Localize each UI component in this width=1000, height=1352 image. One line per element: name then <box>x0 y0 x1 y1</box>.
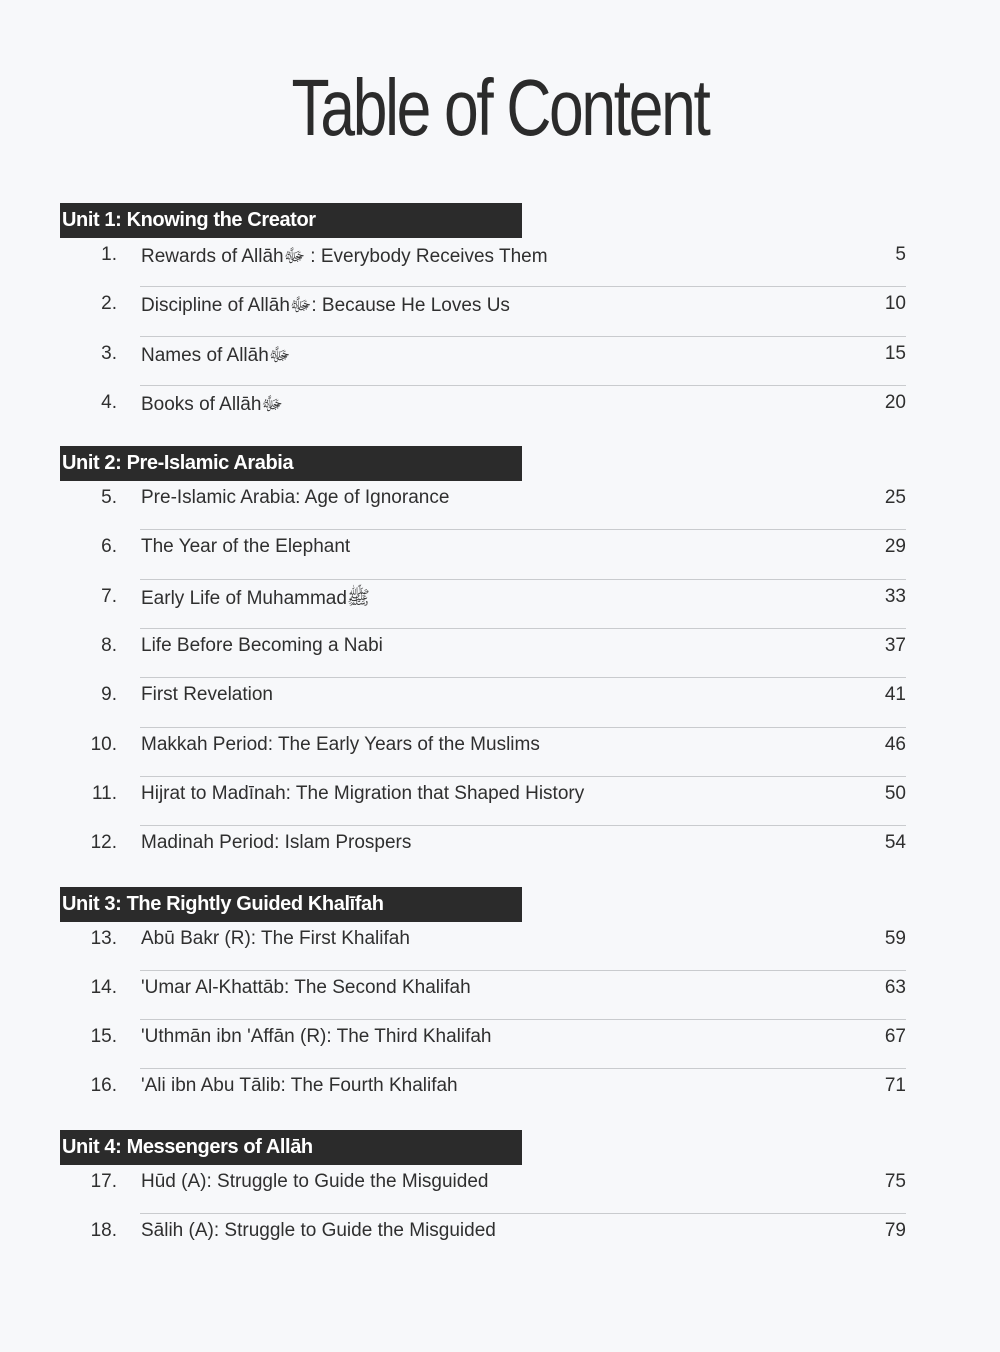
entry-page-number: 20 <box>884 391 906 413</box>
toc-entry <box>101 481 906 530</box>
entry-page-number: 79 <box>884 1220 906 1242</box>
entry-title: Rewards of Allāhﷻ : Everybody Receives Them <box>141 246 548 267</box>
toc-entry <box>101 629 906 678</box>
unit-section <box>60 887 906 1119</box>
entry-number: 8. <box>101 635 117 657</box>
entry-page-number: 25 <box>884 487 906 509</box>
entry-title: Sālih (A): Struggle to Guide the Misguided <box>141 1220 496 1242</box>
entry-number: 9. <box>101 684 117 706</box>
entry-number: 18. <box>90 1220 117 1242</box>
entry-title: 'Umar Al-Khattāb: The Second Khalifah <box>141 976 471 998</box>
unit-section <box>60 203 906 435</box>
entry-page-number: 50 <box>884 782 906 804</box>
toc-entry <box>90 826 906 875</box>
entry-title: Discipline of Allāhﷻ: Because He Loves Us <box>141 295 510 317</box>
entry-title: Abū Bakr (R): The First Khalifah <box>141 927 410 949</box>
entry-page-number: 37 <box>884 635 906 657</box>
entry-number: 6. <box>101 536 117 558</box>
entry-number: 17. <box>90 1170 117 1192</box>
toc-entry <box>101 580 906 629</box>
entry-page-number: 67 <box>884 1026 906 1048</box>
toc-entry <box>90 728 906 777</box>
toc-entry <box>101 386 906 435</box>
entry-title: 'Ali ibn Abu Tālib: The Fourth Khalifah <box>141 1075 458 1097</box>
toc-entry <box>101 530 906 579</box>
entry-page-number: 10 <box>884 293 906 315</box>
entry-number: 1. <box>101 244 117 265</box>
table-of-contents <box>60 203 906 1263</box>
entry-title: Life Before Becoming a Nabi <box>141 635 383 657</box>
entry-page-number: 46 <box>884 733 906 755</box>
unit-section <box>60 1130 906 1264</box>
page-title: Table of Content <box>291 63 709 152</box>
toc-entry <box>90 1214 906 1263</box>
unit-section <box>60 446 906 875</box>
toc-entry <box>90 1165 906 1214</box>
entry-title: Pre-Islamic Arabia: Age of Ignorance <box>141 487 450 509</box>
toc-entry <box>101 337 906 386</box>
unit-header: Unit 2: Pre-Islamic Arabia <box>60 446 522 481</box>
entry-page-number: 59 <box>884 927 906 949</box>
toc-entry <box>101 287 906 336</box>
entry-page-number: 33 <box>884 585 906 607</box>
toc-entry <box>91 777 906 826</box>
unit-header: Unit 3: The Rightly Guided Khalīfah <box>60 887 522 922</box>
entry-title: Early Life of Muhammadﷺ <box>141 587 370 609</box>
entry-number: 11. <box>91 782 117 804</box>
entry-title: Books of Allāhﷻ <box>141 393 283 415</box>
entry-title: First Revelation <box>141 684 273 706</box>
entry-number: 3. <box>101 342 117 364</box>
toc-entry <box>90 971 906 1020</box>
toc-entry <box>90 1069 906 1118</box>
entry-number: 13. <box>90 927 117 949</box>
toc-entry <box>101 238 906 287</box>
toc-entry <box>90 922 906 971</box>
entry-page-number: 29 <box>884 536 906 558</box>
entry-page-number: 71 <box>884 1075 906 1097</box>
unit-header: Unit 1: Knowing the Creator <box>60 203 522 238</box>
entry-title: Makkah Period: The Early Years of the Muslims <box>141 733 540 755</box>
entry-title: The Year of the Elephant <box>141 536 351 558</box>
toc-entry <box>101 678 906 727</box>
entry-page-number: 41 <box>884 684 906 706</box>
entry-number: 4. <box>101 391 117 413</box>
entry-page-number: 5 <box>895 244 906 265</box>
toc-entry <box>90 1020 906 1069</box>
entry-number: 7. <box>101 585 117 607</box>
entry-page-number: 63 <box>884 976 906 998</box>
entry-page-number: 15 <box>884 342 906 364</box>
entry-number: 14. <box>90 976 117 998</box>
entry-title: Names of Allāhﷻ <box>141 344 291 366</box>
entry-title: Hijrat to Madīnah: The Migration that Shaped History <box>141 782 585 804</box>
entry-number: 12. <box>90 832 117 854</box>
entry-title: Madinah Period: Islam Prospers <box>141 832 412 854</box>
entry-number: 2. <box>101 293 117 315</box>
entry-number: 16. <box>90 1075 117 1097</box>
unit-header: Unit 4: Messengers of Allāh <box>60 1130 522 1165</box>
entry-number: 15. <box>90 1026 117 1048</box>
entry-title: Hūd (A): Struggle to Guide the Misguided <box>141 1170 489 1192</box>
entry-number: 5. <box>101 487 117 509</box>
entry-title: 'Uthmān ibn 'Affān (R): The Third Khalifah <box>141 1026 492 1048</box>
entry-number: 10. <box>90 733 117 755</box>
entry-page-number: 75 <box>884 1170 906 1192</box>
entry-page-number: 54 <box>884 832 906 854</box>
